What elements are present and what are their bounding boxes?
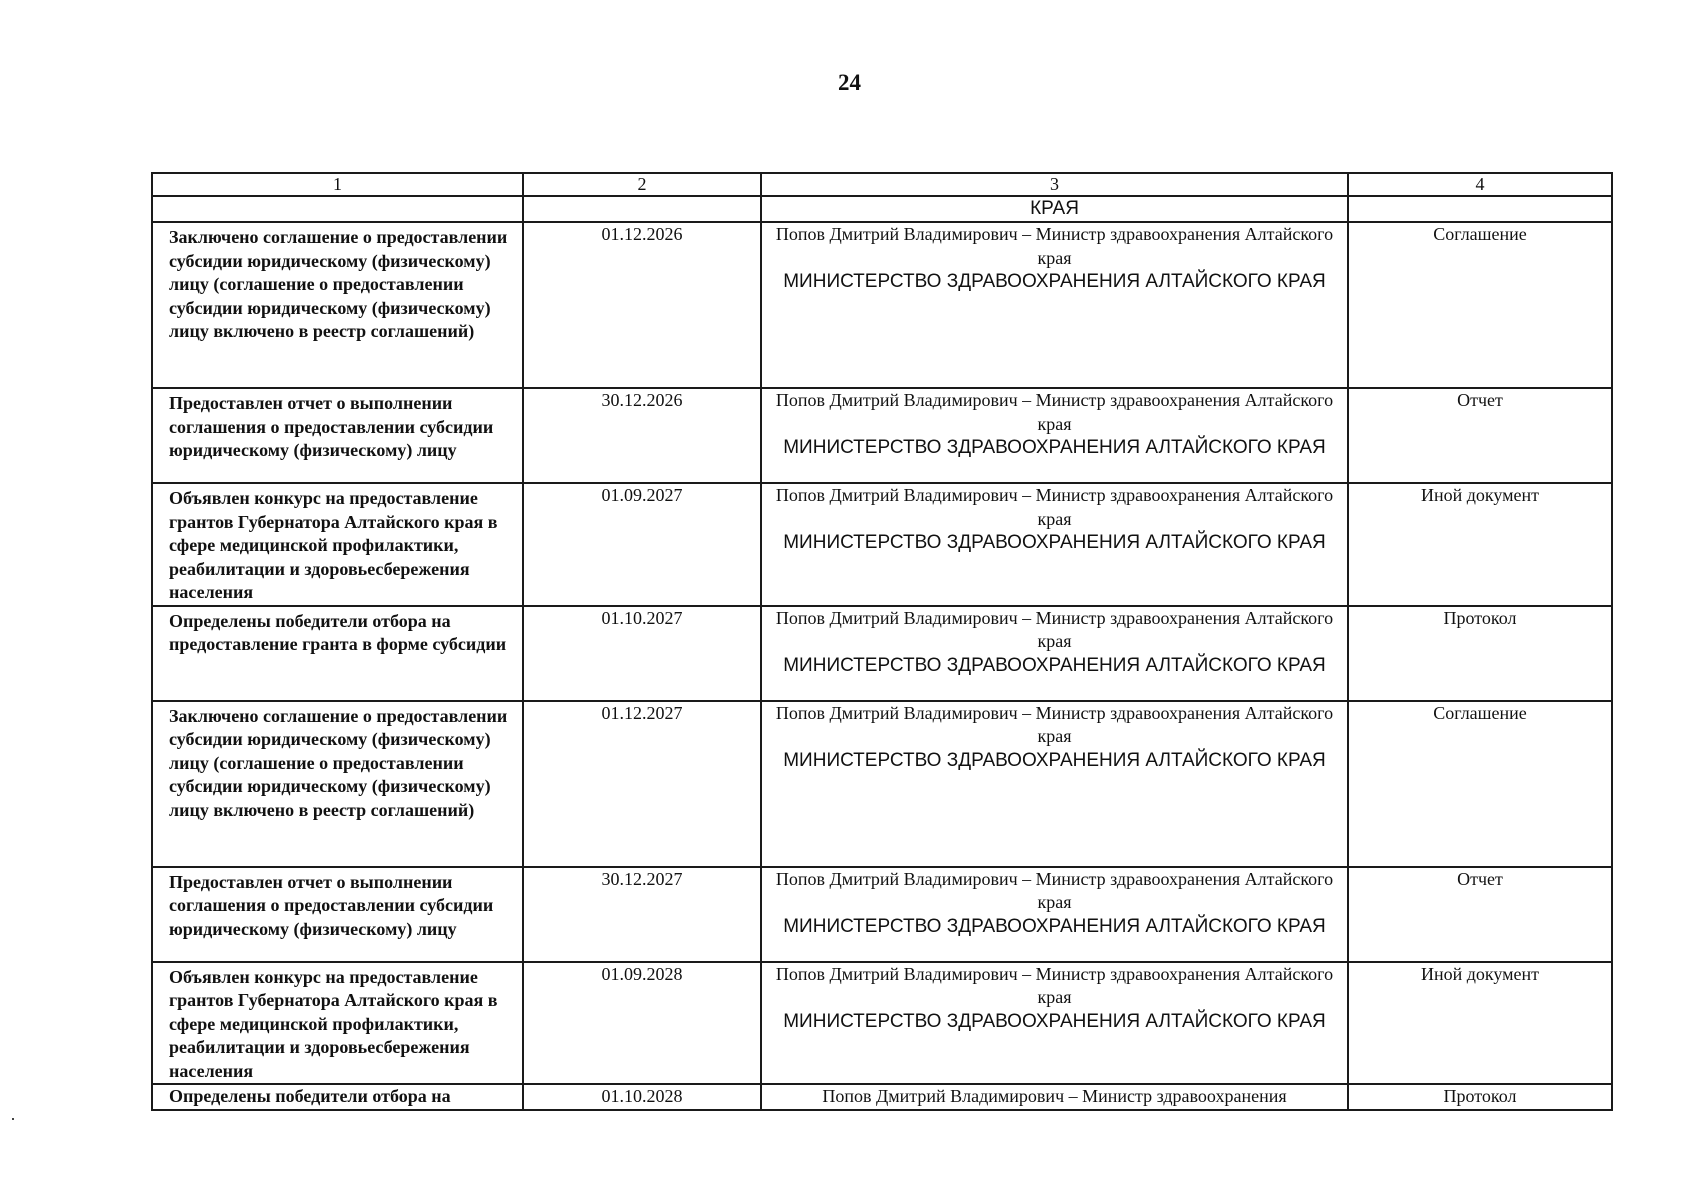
date-cell [523, 222, 761, 388]
table-row [152, 483, 1612, 606]
date-text: 01.10.2027 [601, 607, 683, 628]
document-text: Иной документ [1420, 963, 1540, 984]
header-cell-2: 2 [523, 173, 761, 196]
responsible-text: Попов Дмитрий Владимирович – Министр здравоохранения Алтайского края [775, 485, 1334, 529]
table-row [152, 962, 1612, 1085]
event-text: Объявлен конкурс на предоставление грантов Губернатора Алтайского края в сфере медицинской профилактики, реабилитации и здоровьесбережения населения [169, 966, 498, 1081]
continuation-cell-1 [152, 196, 523, 222]
responsible-cell [761, 701, 1348, 867]
organization-text: МИНИСТЕРСТВО ЗДРАВООХРАНЕНИЯ АЛТАЙСКОГО КРАЯ [783, 1010, 1326, 1032]
organization-text: МИНИСТЕРСТВО ЗДРАВООХРАНЕНИЯ АЛТАЙСКОГО КРАЯ [783, 654, 1326, 676]
header-cell-3: 3 [761, 173, 1348, 196]
responsible-cell [761, 1084, 1348, 1110]
event-cell [152, 962, 523, 1085]
event-text: Заключено соглашение о предоставлении субсидии юридическому (физическому) лицу (соглашение о предоставлении субсидии юридическому (физическому) лицу включено в реестр соглашений) [169, 705, 508, 820]
continuation-cell-3 [761, 196, 1348, 222]
table-row [152, 701, 1612, 867]
event-cell [152, 701, 523, 867]
event-text: Заключено соглашение о предоставлении субсидии юридическому (физическому) лицу (соглашение о предоставлении субсидии юридическому (физическому) лицу включено в реестр соглашений) [169, 227, 508, 341]
document-cell [1348, 1084, 1612, 1110]
continuation-org-text: КРАЯ [1030, 198, 1079, 219]
responsible-text: Попов Дмитрий Владимирович – Министр здравоохранения Алтайского края [775, 390, 1334, 434]
organization-text: МИНИСТЕРСТВО ЗДРАВООХРАНЕНИЯ АЛТАЙСКОГО КРАЯ [783, 915, 1326, 937]
page-number: 24 [838, 70, 861, 95]
event-text: Объявлен конкурс на предоставление грантов Губернатора Алтайского края в сфере медицинской профилактики, реабилитации и здоровьесбережения населения [169, 488, 498, 602]
date-cell [523, 867, 761, 962]
date-text: 01.12.2027 [601, 702, 683, 723]
organization-text: МИНИСТЕРСТВО ЗДРАВООХРАНЕНИЯ АЛТАЙСКОГО КРАЯ [783, 437, 1326, 458]
event-cell [152, 606, 523, 701]
event-text: Определены победители отбора на [169, 1086, 451, 1106]
responsible-text: Попов Дмитрий Владимирович – Министр здравоохранения Алтайского края [775, 224, 1334, 268]
continuation-row [152, 196, 1612, 222]
organization-text: МИНИСТЕРСТВО ЗДРАВООХРАНЕНИЯ АЛТАЙСКОГО КРАЯ [783, 749, 1326, 771]
event-cell [152, 867, 523, 962]
header-row [152, 173, 1612, 196]
responsible-text: Попов Дмитрий Владимирович – Министр здравоохранения Алтайского края [775, 868, 1334, 912]
responsible-cell [761, 606, 1348, 701]
document-text: Соглашение [1433, 224, 1527, 244]
event-text: Предоставлен отчет о выполнении соглашения о предоставлении субсидии юридическому (физическому) лицу [169, 871, 494, 939]
table-row [152, 867, 1612, 962]
responsible-text: Попов Дмитрий Владимирович – Министр здравоохранения Алтайского края [775, 607, 1334, 651]
responsible-cell [761, 962, 1348, 1085]
event-cell [152, 388, 523, 483]
table-row [152, 606, 1612, 701]
date-text: 01.10.2028 [601, 1086, 683, 1106]
event-cell [152, 483, 523, 606]
date-text: 01.12.2026 [601, 224, 683, 244]
document-cell [1348, 867, 1612, 962]
date-text: 01.09.2027 [601, 485, 683, 505]
responsible-cell [761, 222, 1348, 388]
date-text: 30.12.2027 [601, 868, 683, 889]
document-cell [1348, 962, 1612, 1085]
document-text: Протокол [1443, 1086, 1517, 1106]
responsible-text: Попов Дмитрий Владимирович – Министр здравоохранения Алтайского края [775, 963, 1334, 1007]
date-text: 01.09.2028 [601, 963, 683, 984]
organization-text: МИНИСТЕРСТВО ЗДРАВООХРАНЕНИЯ АЛТАЙСКОГО КРАЯ [783, 532, 1326, 553]
schedule-table [151, 172, 1613, 1111]
responsible-cell [761, 867, 1348, 962]
event-cell [152, 222, 523, 388]
organization-text: МИНИСТЕРСТВО ЗДРАВООХРАНЕНИЯ АЛТАЙСКОГО КРАЯ [783, 271, 1326, 292]
document-cell [1348, 388, 1612, 483]
document-cell [1348, 606, 1612, 701]
responsible-text: Попов Дмитрий Владимирович – Министр здравоохранения [822, 1086, 1287, 1106]
date-cell [523, 483, 761, 606]
table-row [152, 1084, 1612, 1110]
header-cell-4: 4 [1348, 173, 1612, 196]
document-cell [1348, 483, 1612, 606]
event-cell [152, 1084, 523, 1110]
event-text: Предоставлен отчет о выполнении соглашения о предоставлении субсидии юридическому (физическому) лицу [169, 393, 494, 460]
date-text: 30.12.2026 [601, 390, 683, 410]
table-row [152, 388, 1612, 483]
event-text: Определены победители отбора на предоставление гранта в форме субсидии [169, 610, 507, 654]
document-text: Соглашение [1433, 702, 1527, 723]
date-cell [523, 1084, 761, 1110]
responsible-cell [761, 483, 1348, 606]
document-cell [1348, 222, 1612, 388]
document-text: Иной документ [1420, 485, 1540, 505]
responsible-cell [761, 388, 1348, 483]
scan-speck [12, 1118, 14, 1120]
continuation-cell-4 [1348, 196, 1612, 222]
continuation-cell-2 [523, 196, 761, 222]
date-cell [523, 701, 761, 867]
document-text: Отчет [1457, 390, 1503, 410]
table-row [152, 222, 1612, 388]
date-cell [523, 388, 761, 483]
document-text: Протокол [1443, 607, 1517, 628]
responsible-text: Попов Дмитрий Владимирович – Министр здравоохранения Алтайского края [775, 702, 1334, 746]
date-cell [523, 606, 761, 701]
document-cell [1348, 701, 1612, 867]
date-cell [523, 962, 761, 1085]
document-text: Отчет [1457, 868, 1503, 889]
header-cell-1: 1 [152, 173, 523, 196]
